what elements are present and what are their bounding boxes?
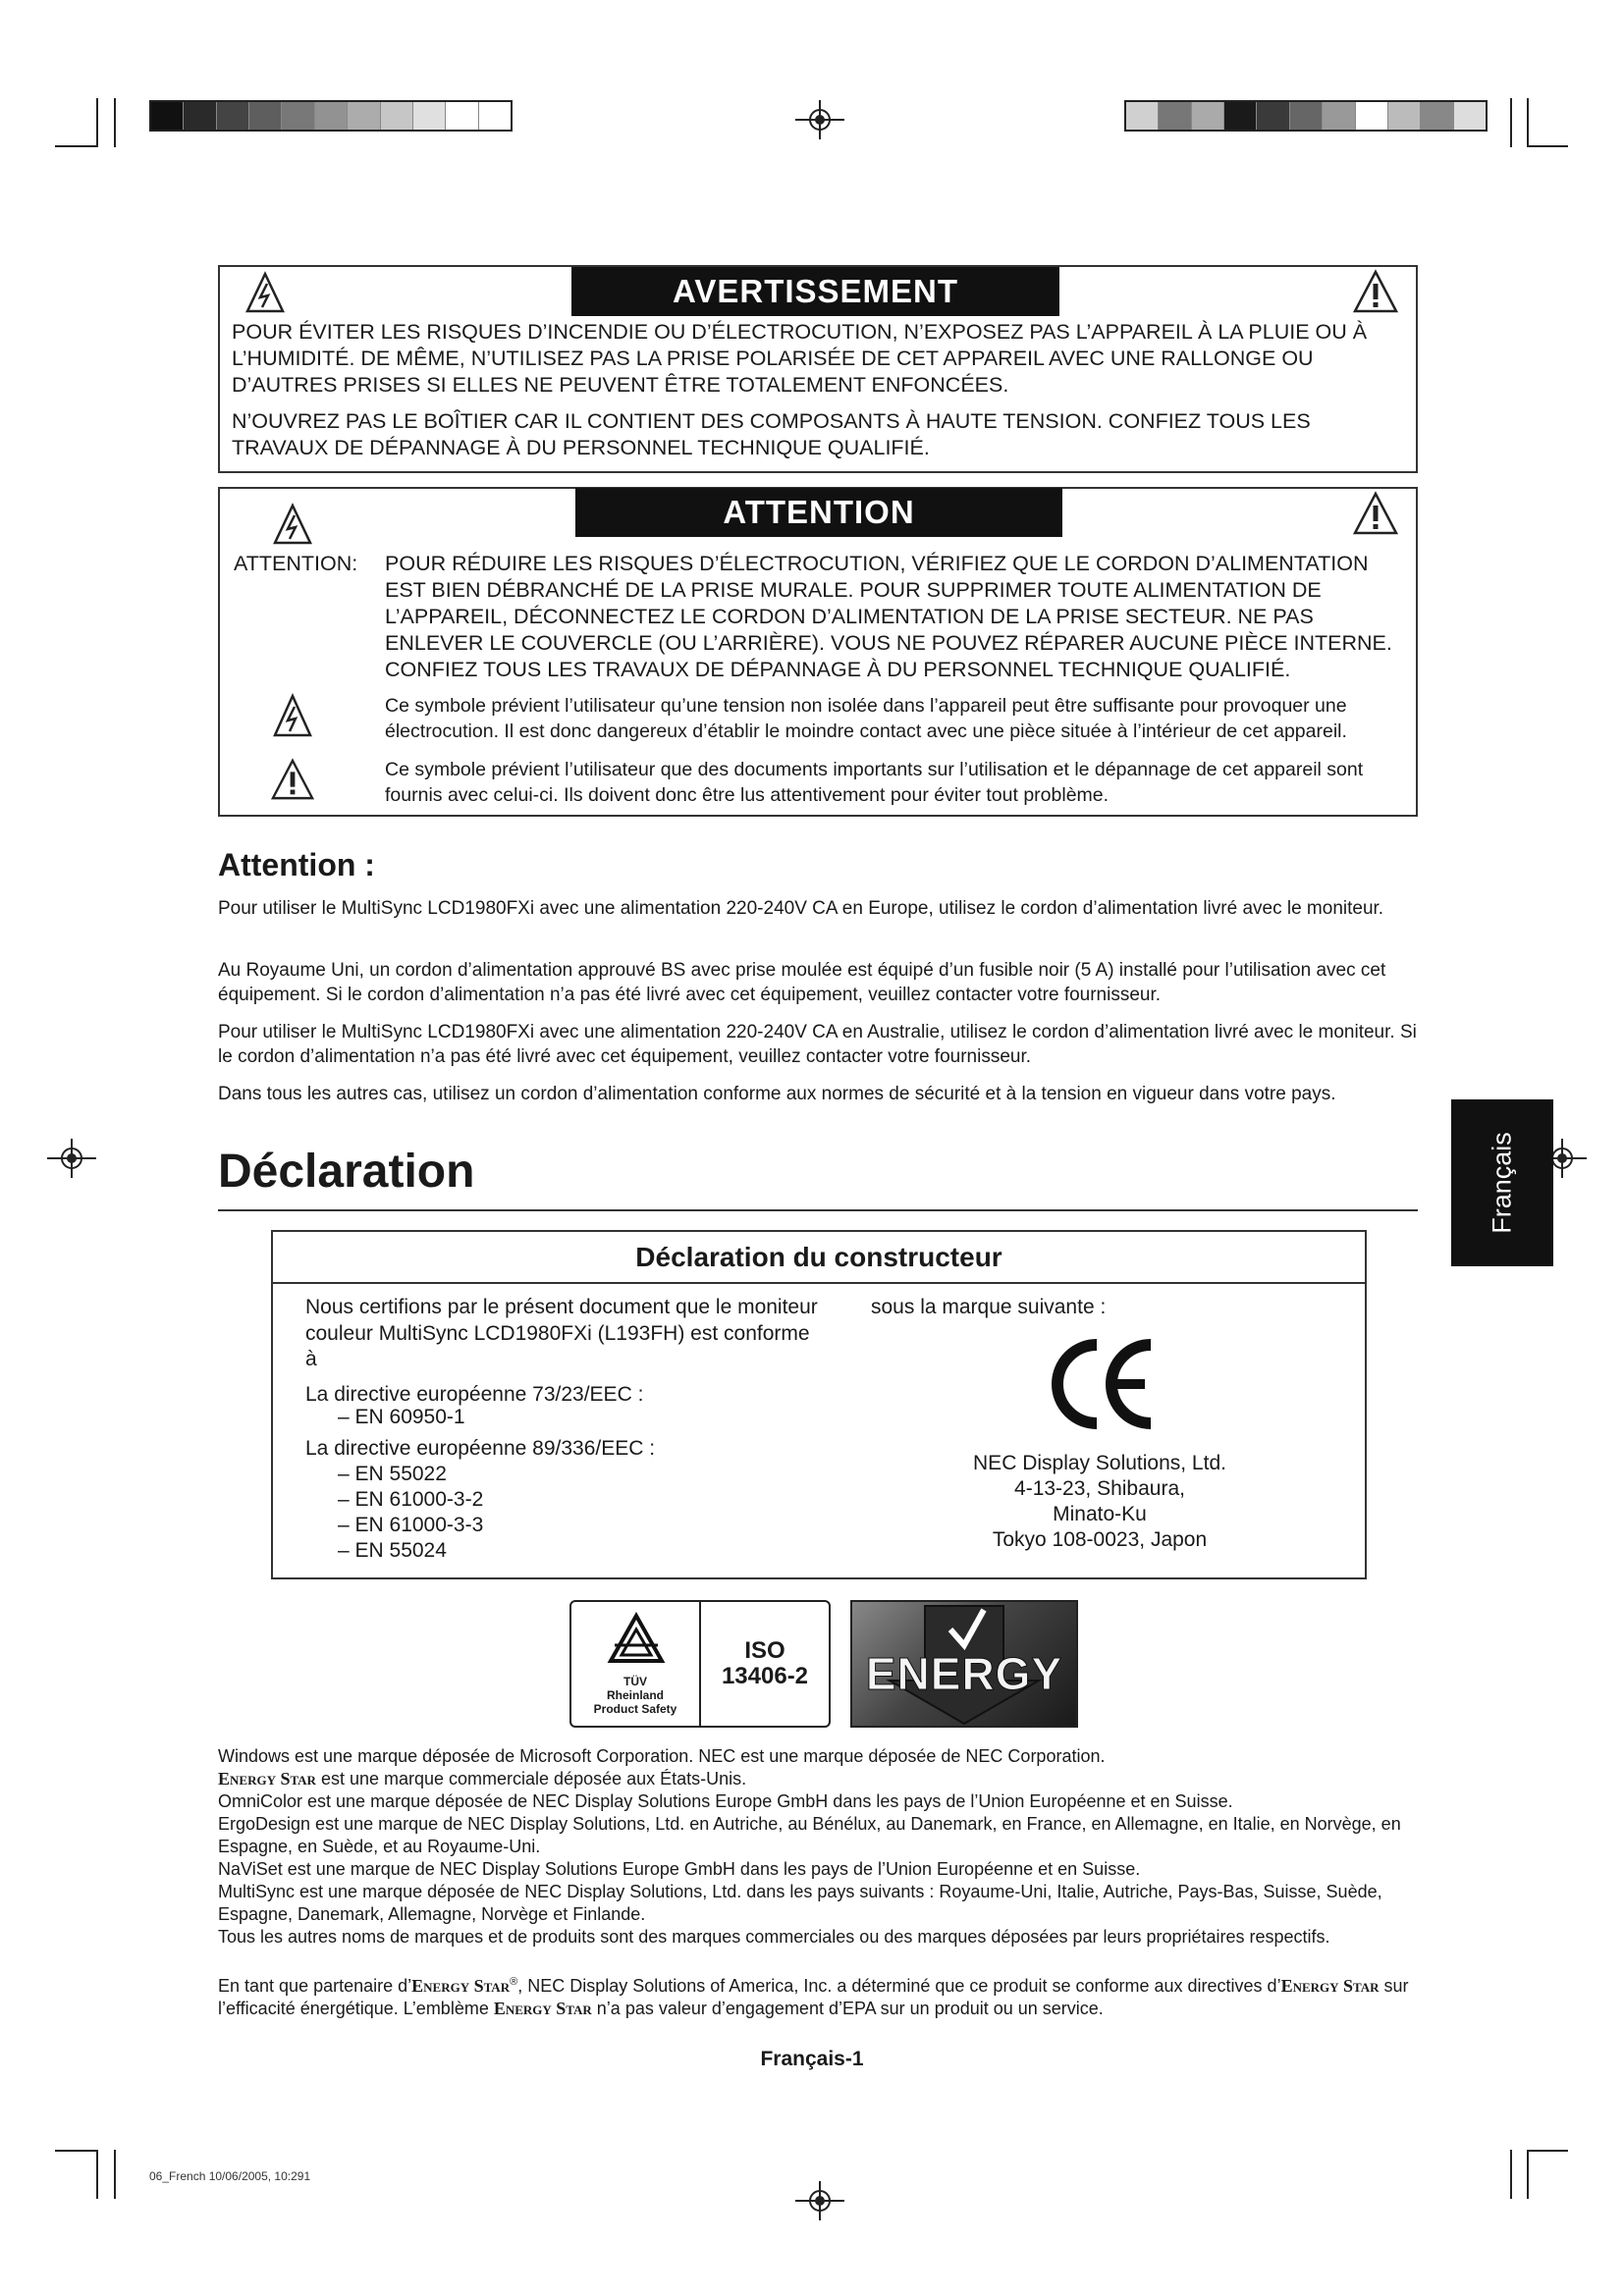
directive-1-item: – EN 60950-1 xyxy=(338,1406,465,1428)
language-side-tab-label: Français xyxy=(1487,1132,1517,1234)
attention-heading: Attention : xyxy=(218,847,375,882)
attention-paragraph: Au Royaume Uni, un cordon d’alimentation approuvé BS avec prise moulée est équipé d’un fusible noir (5 A) installé pour l’utilisation avec cet équipement. Si le cordon d’alimentation n’a pas été livré avec cet équipement, veuillez contacter votre fournisseur. xyxy=(218,960,1386,1005)
ce-mark-icon xyxy=(1043,1335,1161,1433)
trademark-ergodesign: ErgoDesign est une marque de NEC Display Solutions, Ltd. en Autriche, au Bénélux, au Danemark, en France, en Allemagne, en Italie, en Norvège, en Espagne, en Suède, et au Royaume-Uni. xyxy=(218,1814,1401,1856)
energy-star-logo xyxy=(850,1600,1078,1728)
energy-star-name: Energy Star xyxy=(218,1769,316,1789)
crop-mark xyxy=(1527,145,1568,147)
attention-label: ATTENTION: xyxy=(234,552,358,575)
crop-mark xyxy=(96,98,98,147)
tuv-label: Product Safety xyxy=(593,1702,677,1716)
electric-shock-warning-icon xyxy=(273,503,312,546)
directive-1: La directive européenne 73/23/EEC : xyxy=(305,1383,644,1406)
attention-main-text: POUR RÉDUIRE LES RISQUES D’ÉLECTROCUTION, VÉRIFIEZ QUE LE CORDON D’ALIMENTATION EST BIEN DÉBRANCHÉ DE LA PRISE MURALE. POUR SUPPRIMER TOUTE ALIMENTATION DE L’APPAREIL, DÉCONNECTEZ LE CORDON D’ALIMENTATION DE LA PRISE SECTEUR. NE PAS ENLEVER LE COUVERCLE (OU L’ARRIÈRE). VOUS NE POUVEZ RÉPARER AUCUNE PIÈCE INTERNE. CONFIEZ TOUS LES TRAVAUX DE DÉPANNAGE À DU PERSONNEL TECHNIQUE QUALIFIÉ. xyxy=(385,552,1392,681)
crop-mark xyxy=(55,145,96,147)
crop-mark xyxy=(114,2150,116,2199)
brand-label: sous la marque suivante : xyxy=(871,1296,1107,1318)
company-line: Tokyo 108-0023, Japon xyxy=(992,1528,1208,1551)
tuv-iso-logo xyxy=(569,1600,831,1728)
tuv-label: Rheinland xyxy=(606,1688,664,1702)
directive-2-item: – EN 61000-3-3 xyxy=(338,1514,484,1536)
warning-title: AVERTISSEMENT xyxy=(571,267,1059,316)
trademark-naviset: NaViSet est une marque de NEC Display Solutions Europe GmbH dans les pays de l’Union Européenne et en Suisse. xyxy=(218,1859,1141,1879)
crop-mark xyxy=(1510,2150,1512,2199)
manufacturer-declaration-title: Déclaration du constructeur xyxy=(635,1242,1002,1272)
trademark-omnicolor: OmniColor est une marque déposée de NEC Display Solutions Europe GmbH dans les pays de l’Union Européenne et en Suisse. xyxy=(218,1791,1233,1811)
electric-shock-warning-icon xyxy=(273,693,312,738)
registration-target-icon xyxy=(795,100,844,139)
caution-exclamation-icon xyxy=(1353,491,1398,536)
company-line: Minato-Ku xyxy=(1053,1503,1147,1525)
directive-2-item: – EN 55022 xyxy=(338,1463,447,1485)
registration-target-icon xyxy=(47,1139,96,1178)
print-slug: 06_French 10/06/2005, 10:291 xyxy=(149,2169,311,2183)
declaration-heading: Déclaration xyxy=(218,1146,475,1198)
trademark-others: Tous les autres noms de marques et de produits sont des marques commerciales ou des marques déposées par leurs propriétaires respectifs. xyxy=(218,1927,1330,1947)
energy-label: ENERGY xyxy=(865,1648,1063,1699)
company-line: NEC Display Solutions, Ltd. xyxy=(973,1452,1226,1474)
crop-mark xyxy=(1527,2150,1529,2199)
color-bar-right xyxy=(1124,100,1488,132)
attention-paragraph: Pour utiliser le MultiSync LCD1980FXi avec une alimentation 220-240V CA en Australie, utilisez le cordon d’alimentation livré avec le moniteur. Si le cordon d’alimentation n’a pas été livré avec cet équipement, veuillez contacter votre fournisseur. xyxy=(218,1022,1417,1067)
documentation-symbol-description: Ce symbole prévient l’utilisateur que des documents importants sur l’utilisation et le dépannage de cet appareil sont fournis avec celui-ci. Ils doivent donc être lus attentivement pour éviter tout problème. xyxy=(385,759,1364,806)
caution-exclamation-icon xyxy=(271,758,314,801)
page-number: Français-1 xyxy=(760,2048,864,2070)
crop-mark xyxy=(1510,98,1512,147)
tuv-label: TÜV xyxy=(623,1675,647,1688)
trademark-windows-nec: Windows est une marque déposée de Microsoft Corporation. NEC est une marque déposée de NEC Corporation. xyxy=(218,1746,1106,1766)
heading-rule xyxy=(218,1209,1418,1211)
company-line: 4-13-23, Shibaura, xyxy=(1014,1477,1185,1500)
attention-paragraph: Pour utiliser le MultiSync LCD1980FXi avec une alimentation 220-240V CA en Europe, utilisez le cordon d’alimentation livré avec le moniteur. xyxy=(218,898,1384,919)
crop-mark xyxy=(1527,2150,1568,2152)
directive-2-item: – EN 61000-3-2 xyxy=(338,1488,484,1511)
energy-star-partner-statement: En tant que partenaire d’Energy Star®, NEC Display Solutions of America, Inc. a déterminé que ce produit se conforme aux directives d’Energy Star sur l’efficacité énergétique. L’emblème Energy Star n’a pas valeur d’engagement d’EPA sur un produit ou un service. xyxy=(218,1976,1409,2018)
trademark-multisync: MultiSync est une marque déposée de NEC Display Solutions, Ltd. dans les pays suivants : Royaume-Uni, Italie, Autriche, Pays-Bas, Suisse, Suède, Espagne, Danemark, Allemagne, Norvège et Finlande. xyxy=(218,1882,1382,1924)
directive-2: La directive européenne 89/336/EEC : xyxy=(305,1437,656,1460)
language-side-tab xyxy=(1451,1099,1553,1266)
trademark-energy-star: Energy Star est une marque commerciale déposée aux États-Unis. xyxy=(218,1769,747,1789)
directive-2-item: – EN 55024 xyxy=(338,1539,447,1562)
warning-paragraph-1: POUR ÉVITER LES RISQUES D’INCENDIE OU D’ÉLECTROCUTION, N’EXPOSEZ PAS L’APPAREIL À LA PLUIE OU À L’HUMIDITÉ. DE MÊME, N’UTILISEZ PAS LA PRISE POLARISÉE DE CET APPAREIL AVEC UNE RALLONGE OU D’AUTRES PRISES SI ELLES NE PEUVENT ÊTRE TOTALEMENT ENFONCÉES. xyxy=(232,320,1368,397)
iso-label: ISO xyxy=(744,1637,785,1664)
caution-exclamation-icon xyxy=(1353,269,1398,314)
crop-mark xyxy=(1527,98,1529,147)
crop-mark xyxy=(96,2150,98,2199)
registration-target-icon xyxy=(795,2181,844,2220)
title-rule xyxy=(271,1282,1367,1284)
declaration-intro: Nous certifions par le présent document que le moniteur couleur MultiSync LCD1980FXi (L193FH) est conforme à xyxy=(305,1296,818,1370)
crop-mark xyxy=(55,2150,96,2152)
iso-label: 13406-2 xyxy=(721,1663,809,1689)
warning-paragraph-2: N’OUVREZ PAS LE BOÎTIER CAR IL CONTIENT DES COMPOSANTS À HAUTE TENSION. CONFIEZ TOUS LES TRAVAUX DE DÉPANNAGE À DU PERSONNEL TECHNIQUE QUALIFIÉ. xyxy=(232,409,1311,459)
tuv-triangle-icon xyxy=(607,1612,666,1665)
attention-title: ATTENTION xyxy=(575,488,1062,537)
ce-mark-text: CE xyxy=(1102,1389,1104,1390)
electric-shock-warning-icon xyxy=(245,271,285,314)
attention-paragraph: Dans tous les autres cas, utilisez un cordon d’alimentation conforme aux normes de sécurité et à la tension en vigueur dans votre pays. xyxy=(218,1084,1336,1104)
color-bar-left xyxy=(149,100,513,132)
crop-mark xyxy=(114,98,116,147)
shock-symbol-description: Ce symbole prévient l’utilisateur qu’une tension non isolée dans l’appareil peut être suffisante pour provoquer une électrocution. Il est donc dangereux d’établir le moindre contact avec une pièce située à l’intérieur de cet appareil. xyxy=(385,695,1347,742)
